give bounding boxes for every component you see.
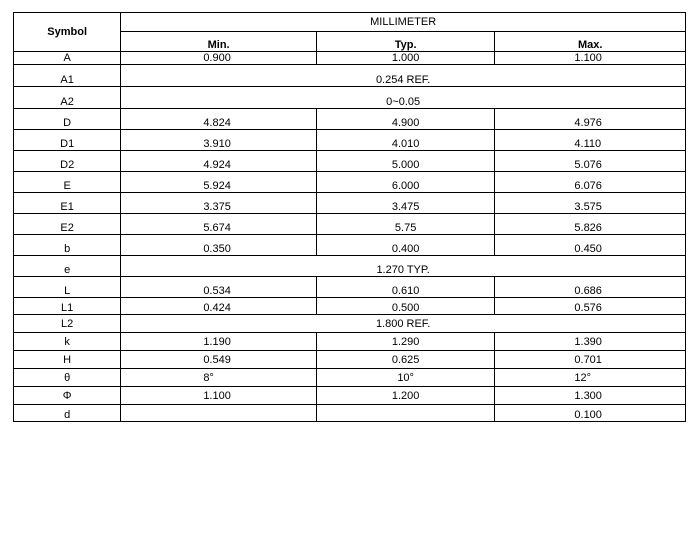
typ-cell: 0.400 xyxy=(316,235,495,256)
symbol-cell: A1 xyxy=(14,65,121,87)
typ-cell: 0.625 xyxy=(316,351,495,369)
symbol-cell: Φ xyxy=(14,387,121,405)
min-cell: 0.534 xyxy=(121,277,317,298)
table-row xyxy=(14,277,686,298)
max-cell: 0.576 xyxy=(495,298,686,315)
min-cell xyxy=(121,405,317,422)
symbol-cell: E2 xyxy=(14,214,121,235)
min-cell: 0.900 xyxy=(121,52,317,65)
max-cell: 0.701 xyxy=(495,351,686,369)
min-cell: 1.100 xyxy=(121,387,317,405)
max-cell: 5.826 xyxy=(495,214,686,235)
table-row xyxy=(14,315,686,333)
min-cell: 3.910 xyxy=(121,130,317,151)
symbol-cell: d xyxy=(14,405,121,422)
table-row xyxy=(14,405,686,422)
min-cell: 4.824 xyxy=(121,109,317,130)
merged-value-cell: 1.800 REF. xyxy=(121,315,686,333)
max-cell: 4.976 xyxy=(495,109,686,130)
typ-cell: 10° xyxy=(316,369,495,387)
table-row xyxy=(14,87,686,109)
min-cell: 0.424 xyxy=(121,298,317,315)
symbol-cell: D xyxy=(14,109,121,130)
min-cell: 3.375 xyxy=(121,193,317,214)
max-cell: 5.076 xyxy=(495,151,686,172)
typ-cell: 6.000 xyxy=(316,172,495,193)
typ-cell: 0.610 xyxy=(316,277,495,298)
table-row xyxy=(14,193,686,214)
max-cell: 3.575 xyxy=(495,193,686,214)
table-row xyxy=(14,351,686,369)
max-cell: 0.100 xyxy=(495,405,686,422)
table-row xyxy=(14,256,686,277)
max-header: Max. xyxy=(495,32,686,52)
merged-value-cell: 1.270 TYP. xyxy=(121,256,686,277)
table-row xyxy=(14,52,686,65)
typ-cell: 0.500 xyxy=(316,298,495,315)
min-cell: 0.350 xyxy=(121,235,317,256)
table-row xyxy=(14,369,686,387)
typ-cell: 1.290 xyxy=(316,333,495,351)
max-cell: 6.076 xyxy=(495,172,686,193)
table-row xyxy=(14,130,686,151)
max-cell: 1.100 xyxy=(495,52,686,65)
table-row xyxy=(14,172,686,193)
typ-cell: 3.475 xyxy=(316,193,495,214)
table-row xyxy=(14,151,686,172)
typ-cell: 1.000 xyxy=(316,52,495,65)
merged-value-cell: 0.254 REF. xyxy=(121,65,686,87)
min-cell: 0.549 xyxy=(121,351,317,369)
table-row xyxy=(14,109,686,130)
millimeter-header: MILLIMETER xyxy=(121,13,686,32)
max-cell: 0.686 xyxy=(495,277,686,298)
symbol-cell: A xyxy=(14,52,121,65)
symbol-cell: H xyxy=(14,351,121,369)
symbol-cell: L2 xyxy=(14,315,121,333)
table-row xyxy=(14,387,686,405)
typ-cell: 5.75 xyxy=(316,214,495,235)
symbol-cell: k xyxy=(14,333,121,351)
max-cell: 1.300 xyxy=(495,387,686,405)
symbol-cell: D2 xyxy=(14,151,121,172)
dimensions-table xyxy=(13,12,686,422)
min-cell: 8° xyxy=(121,369,317,387)
typ-cell: 5.000 xyxy=(316,151,495,172)
header-row-unit xyxy=(14,13,686,32)
typ-cell: 4.900 xyxy=(316,109,495,130)
typ-cell xyxy=(316,405,495,422)
table-row xyxy=(14,298,686,315)
max-cell: 12° xyxy=(495,369,686,387)
table-body xyxy=(14,52,686,422)
max-cell: 0.450 xyxy=(495,235,686,256)
symbol-header: Symbol xyxy=(14,13,121,52)
table-row xyxy=(14,214,686,235)
typ-cell: 4.010 xyxy=(316,130,495,151)
min-cell: 4.924 xyxy=(121,151,317,172)
symbol-cell: θ xyxy=(14,369,121,387)
min-cell: 5.924 xyxy=(121,172,317,193)
min-cell: 1.190 xyxy=(121,333,317,351)
typ-header: Typ. xyxy=(316,32,495,52)
table-row xyxy=(14,235,686,256)
table-row xyxy=(14,333,686,351)
symbol-cell: L1 xyxy=(14,298,121,315)
max-cell: 1.390 xyxy=(495,333,686,351)
min-cell: 5.674 xyxy=(121,214,317,235)
merged-value-cell: 0~0.05 xyxy=(121,87,686,109)
typ-cell: 1.200 xyxy=(316,387,495,405)
max-cell: 4.110 xyxy=(495,130,686,151)
symbol-cell: D1 xyxy=(14,130,121,151)
symbol-cell: b xyxy=(14,235,121,256)
symbol-cell: E xyxy=(14,172,121,193)
symbol-cell: E1 xyxy=(14,193,121,214)
symbol-cell: L xyxy=(14,277,121,298)
min-header: Min. xyxy=(121,32,317,52)
symbol-cell: A2 xyxy=(14,87,121,109)
table-row xyxy=(14,65,686,87)
symbol-cell: e xyxy=(14,256,121,277)
